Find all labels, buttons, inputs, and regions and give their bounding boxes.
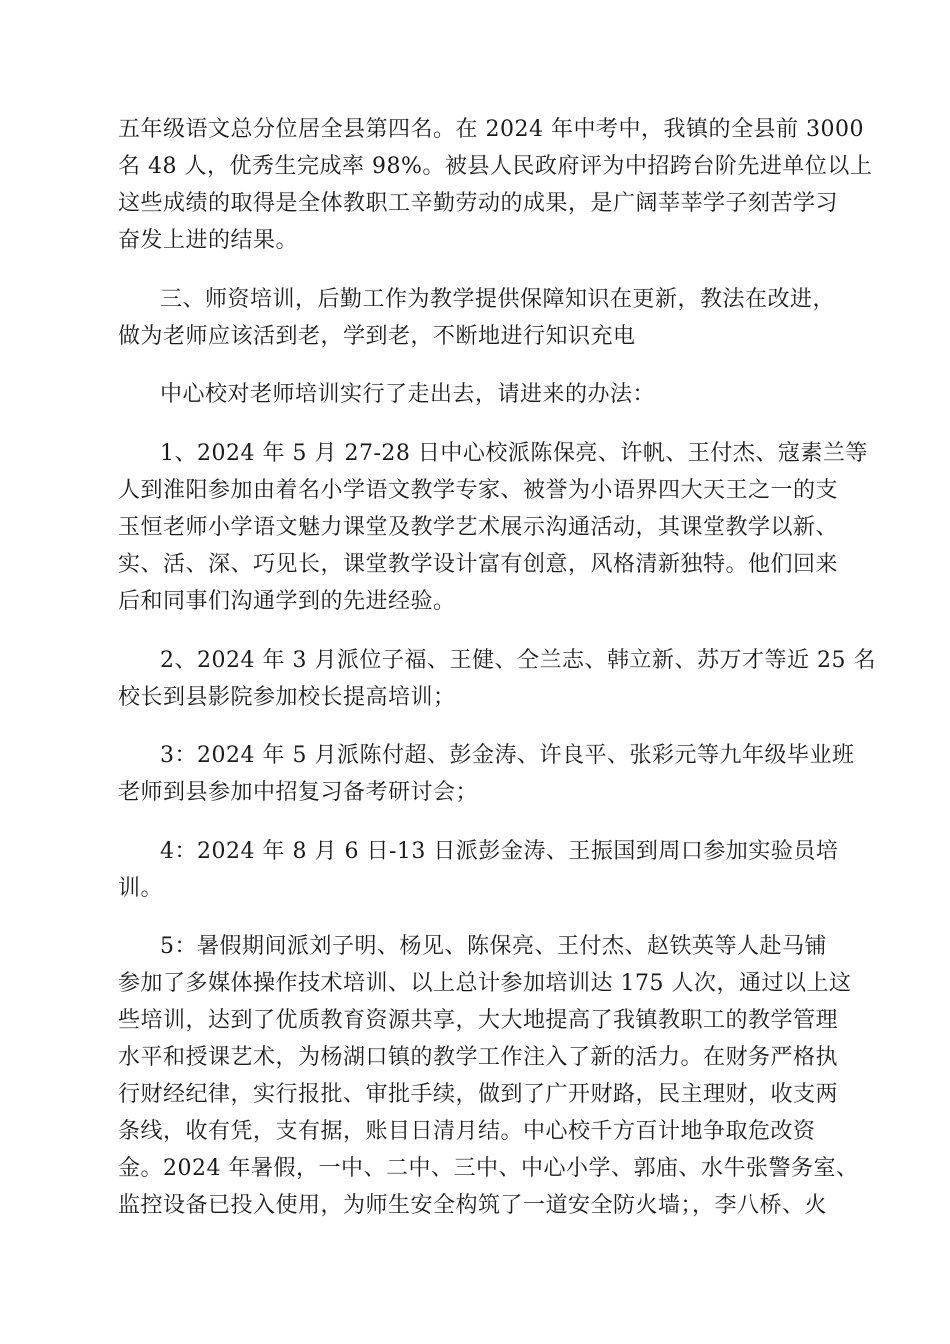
text-line: 水平和授课艺术，为杨湖口镇的教学工作注入了新的活力。在财务严格执	[118, 1045, 839, 1070]
text-line: 校长到县影院参加校长提高培训；	[118, 685, 456, 710]
text-line: 做为老师应该活到老，学到老，不断地进行知识充电	[118, 324, 636, 349]
text-line: 行财经纪律，实行报批、审批手续，做到了广开财路，民主理财，收支两	[118, 1082, 839, 1107]
text-line: 玉恒老师小学语文魅力课堂及教学艺术展示沟通活动，其课堂教学以新、	[118, 515, 839, 540]
text-line: 些培训，达到了优质教育资源共享，大大地提高了我镇教职工的教学管理	[118, 1008, 839, 1033]
list-item-3: 3：2024 年 5 月派陈付超、彭金涛、许良平、张彩元等九年级毕业班	[160, 743, 855, 768]
text-line: 后和同事们沟通学到的先进经验。	[118, 589, 456, 614]
list-item-4: 4：2024 年 8 月 6 日-13 日派彭金涛、王振国到周口参加实验员培	[160, 839, 839, 864]
text-line: 训。	[118, 876, 164, 901]
text-line: 金。2024 年暑假，一中、二中、三中、中心小学、郭庙、水牛张警务室、	[118, 1156, 859, 1181]
list-item-5: 5：暑假期间派刘子明、杨见、陈保亮、王付杰、赵铁英等人赴马铺	[160, 934, 827, 959]
text-line: 中心校对老师培训实行了走出去，请进来的办法：	[160, 382, 656, 407]
section-heading: 三、师资培训，后勤工作为教学提供保障知识在更新，教法在改进，	[160, 287, 836, 312]
text-line: 这些成绩的取得是全体教职工辛勤劳动的成果，是广阔莘莘学子刻苦学习	[118, 191, 839, 216]
list-item-2: 2、2024 年 3 月派位子福、王健、仝兰志、韩立新、苏万才等近 25 名	[160, 648, 876, 673]
text-line: 人到淮阳参加由着名小学语文教学专家、被誉为小语界四大天王之一的支	[118, 478, 839, 503]
text-line: 参加了多媒体操作技术培训、以上总计参加培训达 175 人次，通过以上这	[118, 971, 852, 996]
text-line: 实、活、深、巧见长，课堂教学设计富有创意，风格清新独特。他们回来	[118, 552, 839, 577]
list-item-1: 1、2024 年 5 月 27-28 日中心校派陈保亮、许帆、王付杰、寇素兰等	[160, 441, 868, 466]
text-line: 老师到县参加中招复习备考研讨会；	[118, 780, 479, 805]
text-line: 监控设备已投入使用，为师生安全构筑了一道安全防火墙；，李八桥、火	[118, 1193, 828, 1218]
text-line: 五年级语文总分位居全县第四名。在 2024 年中考中，我镇的全县前 3000	[118, 117, 864, 142]
text-line: 条线，收有凭，支有据，账目日清月结。中心校千方百计地争取危改资	[118, 1119, 816, 1144]
text-line: 奋发上进的结果。	[118, 228, 299, 253]
text-line: 名 48 人，优秀生完成率 98%。被县人民政府评为中招跨台阶先进单位以上	[118, 154, 873, 179]
